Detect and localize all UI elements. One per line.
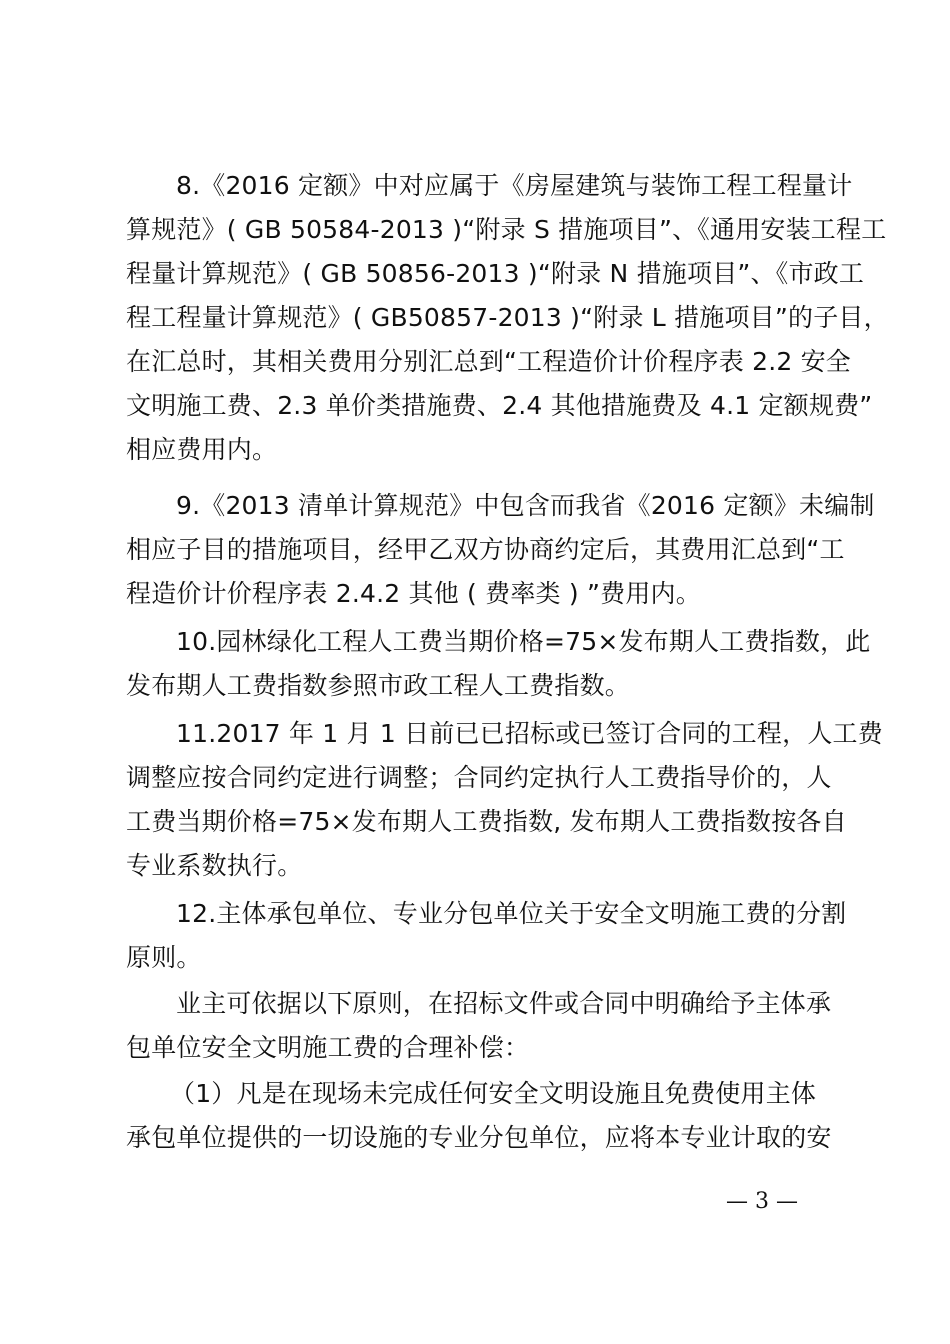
text-line: 发布期人工费指数参照市政工程人工费指数。 xyxy=(126,671,631,700)
text-line: 相应费用内。 xyxy=(126,435,278,464)
text-line: 11.2017 年 1 月 1 日前已已招标或已签订合同的工程，人工费 xyxy=(176,719,883,748)
text-line: 调整应按合同约定进行调整；合同约定执行人工费指导价的，人 xyxy=(126,763,832,792)
text-line: 12.主体承包单位、专业分包单位关于安全文明施工费的分割 xyxy=(176,899,847,928)
text-line: 算规范》( GB 50584-2013 )“附录 S 措施项目”、《通用安装工程工 xyxy=(126,215,887,244)
text-line: 在汇总时，其相关费用分别汇总到“工程造价计价程序表 2.2 安全 xyxy=(126,347,852,376)
text-line: 10.园林绿化工程人工费当期价格=75×发布期人工费指数，此 xyxy=(176,627,871,656)
text-line: 程量计算规范》( GB 50856-2013 )“附录 N 措施项目”、《市政工 xyxy=(126,259,865,288)
page-number: — 3 — xyxy=(726,1189,798,1214)
text-line: 9.《2013 清单计算规范》中包含而我省《2016 定额》未编制 xyxy=(176,491,875,520)
text-line: 文明施工费、2.3 单价类措施费、2.4 其他措施费及 4.1 定额规费” xyxy=(126,391,873,420)
text-line: 程造价计价程序表 2.4.2 其他 ( 费率类 ) ”费用内。 xyxy=(126,579,701,608)
text-line: 专业系数执行。 xyxy=(126,851,303,880)
text-line: 原则。 xyxy=(126,943,202,972)
text-line: （1）凡是在现场未完成任何安全文明设施且免费使用主体 xyxy=(170,1079,817,1108)
text-line: 包单位安全文明施工费的合理补偿： xyxy=(126,1033,530,1062)
text-line: 工费当期价格=75×发布期人工费指数, 发布期人工费指数按各自 xyxy=(126,807,847,836)
text-line: 相应子目的措施项目，经甲乙双方协商约定后，其费用汇总到“工 xyxy=(126,535,845,564)
text-line: 程工程量计算规范》( GB50857-2013 )“附录 L 措施项目”的子目， xyxy=(126,303,889,332)
text-line: 业主可依据以下原则，在招标文件或合同中明确给予主体承 xyxy=(176,989,832,1018)
text-line: 承包单位提供的一切设施的专业分包单位，应将本专业计取的安 xyxy=(126,1123,832,1152)
text-line: 8.《2016 定额》中对应属于《房屋建筑与装饰工程工程量计 xyxy=(176,171,853,200)
